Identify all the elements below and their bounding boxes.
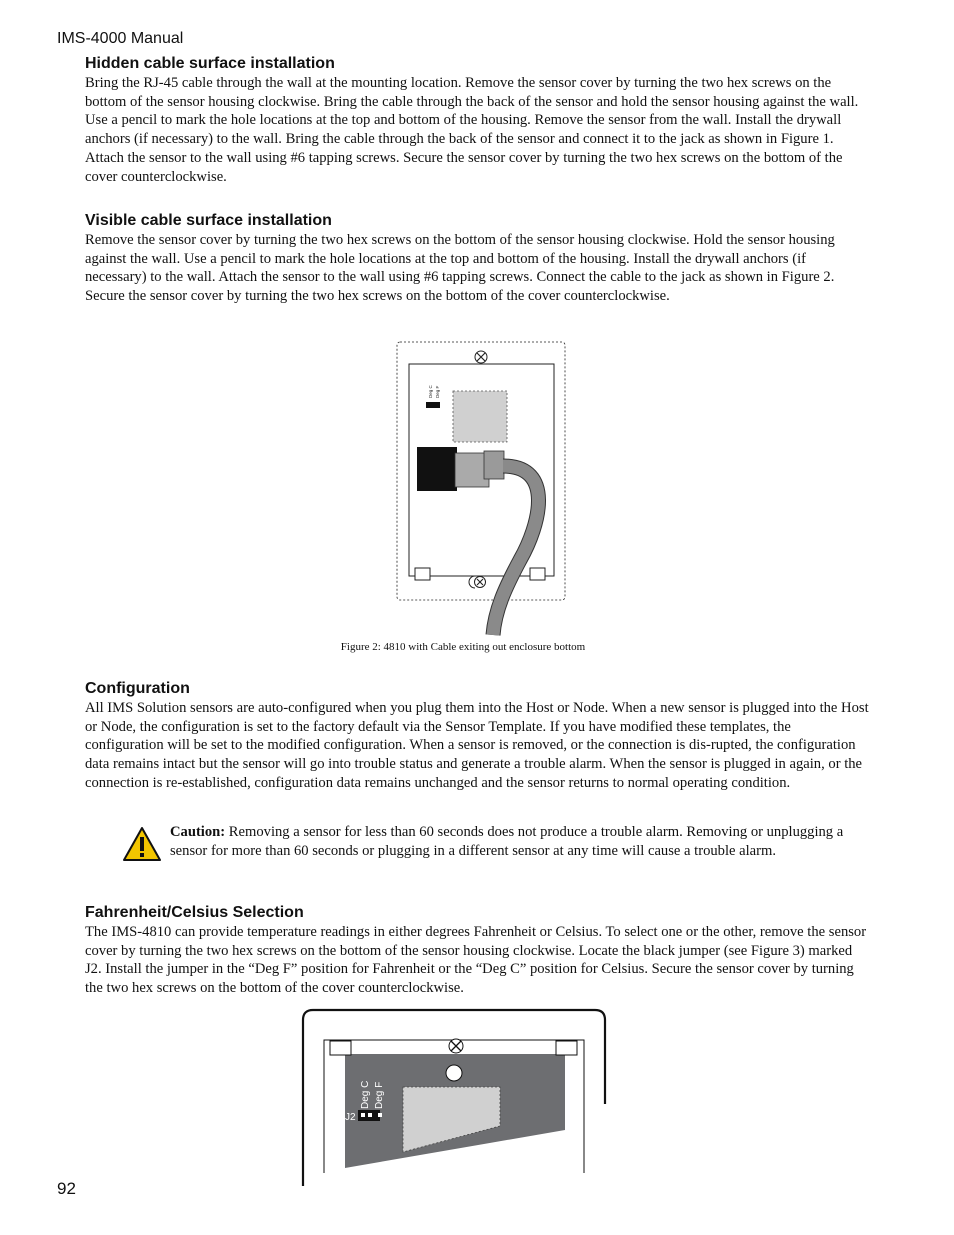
- heading-fahrenheit-celsius: Fahrenheit/Celsius Selection: [85, 904, 304, 921]
- mount-tab-right: [556, 1041, 577, 1055]
- warning-triangle-icon: [122, 826, 162, 862]
- rj45-jack: [417, 447, 457, 491]
- heading-hidden-cable: Hidden cable surface installation: [85, 55, 335, 72]
- paragraph-hidden-cable: Bring the RJ-45 cable through the wall at the mounting location. Remove the sensor cover by turning the two hex screws on the bottom of the sensor housing clockwise. Bring the cable through the back of the sensor and hold the sensor housing against the wall. Use a pencil to mark the hole locations at the top and bottom of the housing. Remove the sensor from the wall. Install the drywall anchors (if necessary) to the wall. Bring the cable through the back of the sensor and connect it to the jack as shown in Figure 1. Attach the sensor to the wall using #6 tapping screws. Secure the sensor cover by turning the two hex screws on the bottom of the cover counterclockwise.: [85, 75, 859, 185]
- mount-tab-right: [530, 568, 545, 580]
- page-number: 92: [57, 1179, 76, 1198]
- sensor-chip: [453, 391, 507, 442]
- figure-3-diagram: [300, 1008, 610, 1188]
- paragraph-fahrenheit-celsius: The IMS-4810 can provide temperature readings in either degrees Fahrenheit or Celsius. To select one or the other, remove the sensor cover by turning the two hex screws on the bottom of the sensor housing clockwise. Locate the black jumper (see Figure 3) marked J2. Install the jumper in the “Deg F” position for Fahrenheit or the “Deg C” position for Celsius. Secure the sensor cover by turning the two hex screws on the bottom of the cover counterclockwise.: [85, 924, 867, 997]
- heading-visible-cable: Visible cable surface installation: [85, 212, 332, 229]
- jumper-j2: [426, 402, 440, 408]
- running-header: IMS-4000 Manual: [57, 30, 184, 47]
- caution-label: Caution:: [170, 824, 226, 840]
- deg-c-label: Deg C: [428, 385, 433, 398]
- caution-text: Removing a sensor for less than 60 seconds does not produce a trouble alarm. Removing or unplugging a sensor for more than 60 seconds or plugging in a different sensor at any time will cause a trouble alarm.: [170, 824, 844, 859]
- bottom-screw-icon: [469, 576, 486, 588]
- figure-2-diagram: [395, 340, 570, 640]
- paragraph-configuration: All IMS Solution sensors are auto-configured when you plug them into the Host or Node. When a new sensor is plugged into the Host or Node, the configuration is set to the factory default via the Sensor Template. If you have modified these templates, the configuration will be set to the modified configuration. When a sensor is removed, or the connection is dis-rupted, the configuration data remains intact but the sensor will go into trouble status and generate a trouble alarm. When the sensor is plugged in again, or the connection is re-established, configuration data remains unchanged and the sensor returns to normal operating condition.: [85, 700, 869, 791]
- heading-configuration: Configuration: [85, 680, 190, 697]
- led-indicator: [446, 1065, 462, 1081]
- paragraph-visible-cable: Remove the sensor cover by turning the two hex screws on the bottom of the sensor housing clockwise. Hold the sensor housing against the wall. Use a pencil to mark the hole locations at the top and bottom of the housing. Install the drywall anchors (if necessary) to the wall. Attach the sensor to the wall using #6 tapping screws. Connect the cable to the jack as shown in Figure 2. Secure the sensor cover by turning the two hex screws on the bottom of the cover counterclockwise.: [85, 232, 835, 305]
- deg-f-label: Deg F: [435, 385, 440, 398]
- caution-note: [170, 823, 870, 860]
- figure-2-caption: Figure 2: 4810 with Cable exiting out enclosure bottom: [340, 641, 586, 653]
- screw-icon: [449, 1039, 463, 1053]
- j2-label: J2: [345, 1112, 356, 1123]
- deg-c-label: Deg C: [360, 1080, 371, 1109]
- mount-tab-left: [330, 1041, 351, 1055]
- screw-icon: [475, 351, 487, 363]
- deg-f-label: Deg F: [374, 1081, 385, 1109]
- mount-tab-left: [415, 568, 430, 580]
